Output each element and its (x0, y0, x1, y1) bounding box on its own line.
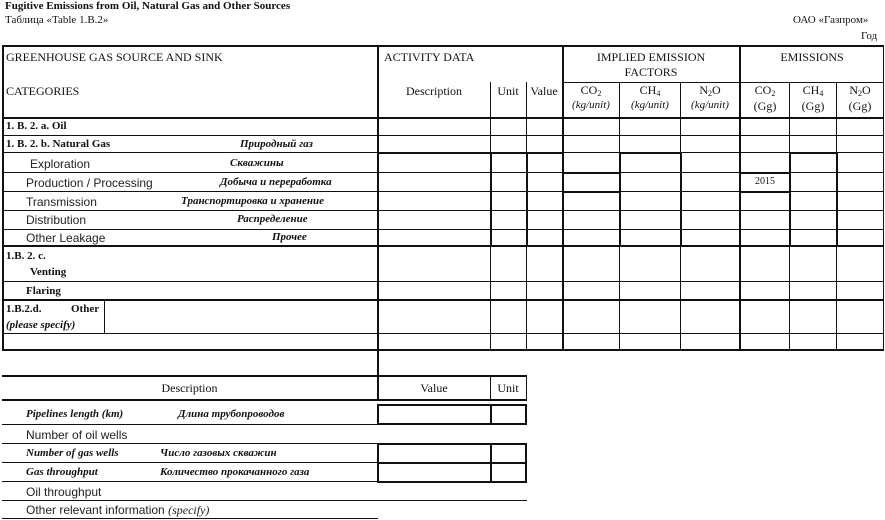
row-label-oil-throughput: Oil throughput (26, 485, 102, 499)
bottom-header-line (2, 399, 527, 401)
n2o-text: N (699, 83, 708, 97)
row-label-other-leakage: Other Leakage (26, 231, 106, 245)
input-box-pipelines-value[interactable] (377, 404, 492, 425)
ief-n2o-unit: (kg/unit) (691, 99, 729, 111)
bottom-header-description: Description (161, 381, 218, 395)
row-label-other: Other (71, 303, 100, 315)
input-box-activity-unit[interactable] (490, 152, 528, 247)
ief-co2-unit: (kg/unit) (572, 99, 610, 111)
ief-ch4-unit: (kg/unit) (631, 99, 669, 111)
row-label-oil: 1. B. 2. a. Oil (6, 120, 67, 132)
row-label-please-specify: (please specify) (6, 319, 76, 331)
row-line (2, 135, 884, 136)
ch4-text: CH (802, 83, 820, 97)
col-line (104, 300, 105, 333)
row-label-venting: Venting (30, 266, 67, 278)
row-label-transmission: Transmission (26, 195, 97, 209)
bottom-row-line (2, 518, 378, 519)
column-header-ief-line2: FACTORS (624, 65, 678, 79)
row-label-natural-gas-ru: Природный газ (240, 138, 313, 150)
column-header-ief-line1: IMPLIED EMISSION (596, 50, 706, 64)
column-header-categories: CATEGORIES (6, 84, 80, 98)
bottom-col-line (526, 376, 527, 399)
column-header-activity: ACTIVITY DATA (384, 50, 475, 64)
em-ch4-unit: (Gg) (801, 99, 825, 113)
subheader-em-ch4 (790, 83, 836, 98)
row-label-distribution: Distribution (26, 213, 87, 227)
ch4-subscript: 4 (656, 89, 661, 98)
row-label-natural-gas: 1. B. 2. b. Natural Gas (6, 138, 111, 150)
row-label-production-ru: Добыча и переработка (220, 176, 332, 188)
other-info-specify: (specify) (168, 503, 210, 517)
subheader-em-n2o (837, 83, 883, 98)
input-box-activity-value[interactable] (526, 152, 564, 247)
row-line (2, 299, 884, 301)
row-label-oil-wells: Number of oil wells (26, 428, 128, 442)
row-label-other-info (26, 503, 209, 518)
frame-left (2, 45, 4, 351)
row-label-pipelines-ru: Длина трубопроводов (178, 408, 285, 420)
organization-label: ОАО «Газпром» (793, 14, 869, 26)
bottom-header-unit: Unit (497, 381, 519, 395)
subheader-ief-n2o (681, 83, 739, 98)
em-n2o-unit: (Gg) (848, 99, 872, 113)
frame-bottom (2, 349, 884, 351)
header-bottom (2, 117, 884, 119)
row-label-exploration-ru: Скважины (230, 157, 284, 169)
subheader-ief-ch4 (620, 83, 680, 98)
row-label-flaring: Flaring (26, 285, 61, 297)
subheader-em-co2 (741, 83, 789, 98)
subheader-description: Description (406, 84, 462, 98)
n2o-subscript: 2 (708, 89, 712, 98)
gas-box-divider (377, 462, 527, 464)
document-title: Fugitive Emissions from Oil, Natural Gas and Other Sources (5, 0, 291, 12)
row-label-other-leakage-ru: Прочее (272, 231, 307, 243)
bottom-row-line (2, 500, 527, 501)
column-header-source: GREENHOUSE GAS SOURCE AND SINK (6, 50, 223, 64)
row-label-gas-throughput: Gas throughput (26, 466, 98, 478)
row-label-1b2d: 1.B.2.d. (6, 303, 42, 315)
ch4-subscript: 4 (819, 89, 824, 98)
co2-text: CO (754, 83, 772, 97)
production-em-co2-value: 2015 (755, 176, 775, 187)
co2-text: CO (580, 83, 598, 97)
ch4-text: CH (639, 83, 657, 97)
input-box-pipelines-unit[interactable] (490, 404, 527, 425)
subheader-value: Value (530, 84, 558, 98)
n2o-subscript: 2 (858, 89, 862, 98)
row-label-1b2c: 1.B. 2. c. (6, 250, 46, 262)
frame-right (883, 45, 884, 351)
table-reference: Таблица «Table 1.B.2» (5, 14, 109, 26)
n2o-text: O (862, 83, 871, 97)
input-box-ief-co2[interactable] (562, 172, 621, 193)
co2-subscript: 2 (597, 89, 602, 98)
row-label-exploration: Exploration (30, 157, 91, 171)
row-line (2, 333, 884, 334)
row-label-transmission-ru: Транспортировка и хранение (181, 195, 325, 207)
input-box-activity-description[interactable] (377, 152, 492, 247)
row-label-gas-wells-ru: Число газовых скважин (160, 447, 277, 459)
other-info-text: Other relevant information (26, 503, 169, 517)
row-label-production: Production / Processing (26, 176, 153, 190)
row-label-distribution-ru: Распределение (237, 213, 308, 225)
n2o-text: N (849, 83, 858, 97)
subheader-unit: Unit (497, 84, 519, 98)
row-label-gas-throughput-ru: Количество прокачанного газа (160, 466, 310, 478)
input-box-ief-ch4[interactable] (619, 152, 682, 247)
frame-top (2, 45, 884, 47)
bottom-table-top-line (2, 375, 527, 377)
column-header-emissions: EMISSIONS (780, 50, 844, 64)
row-label-pipelines: Pipelines length (km) (26, 408, 124, 420)
n2o-text: O (712, 83, 721, 97)
row-label-gas-wells: Number of gas wells (26, 447, 119, 459)
em-co2-unit: (Gg) (753, 99, 777, 113)
bottom-header-value: Value (420, 381, 448, 395)
input-box-em-ch4[interactable] (789, 152, 838, 247)
row-line (2, 281, 884, 282)
subheader-ief-co2 (563, 83, 619, 98)
co2-subscript: 2 (771, 89, 776, 98)
year-label: Год (861, 30, 878, 42)
